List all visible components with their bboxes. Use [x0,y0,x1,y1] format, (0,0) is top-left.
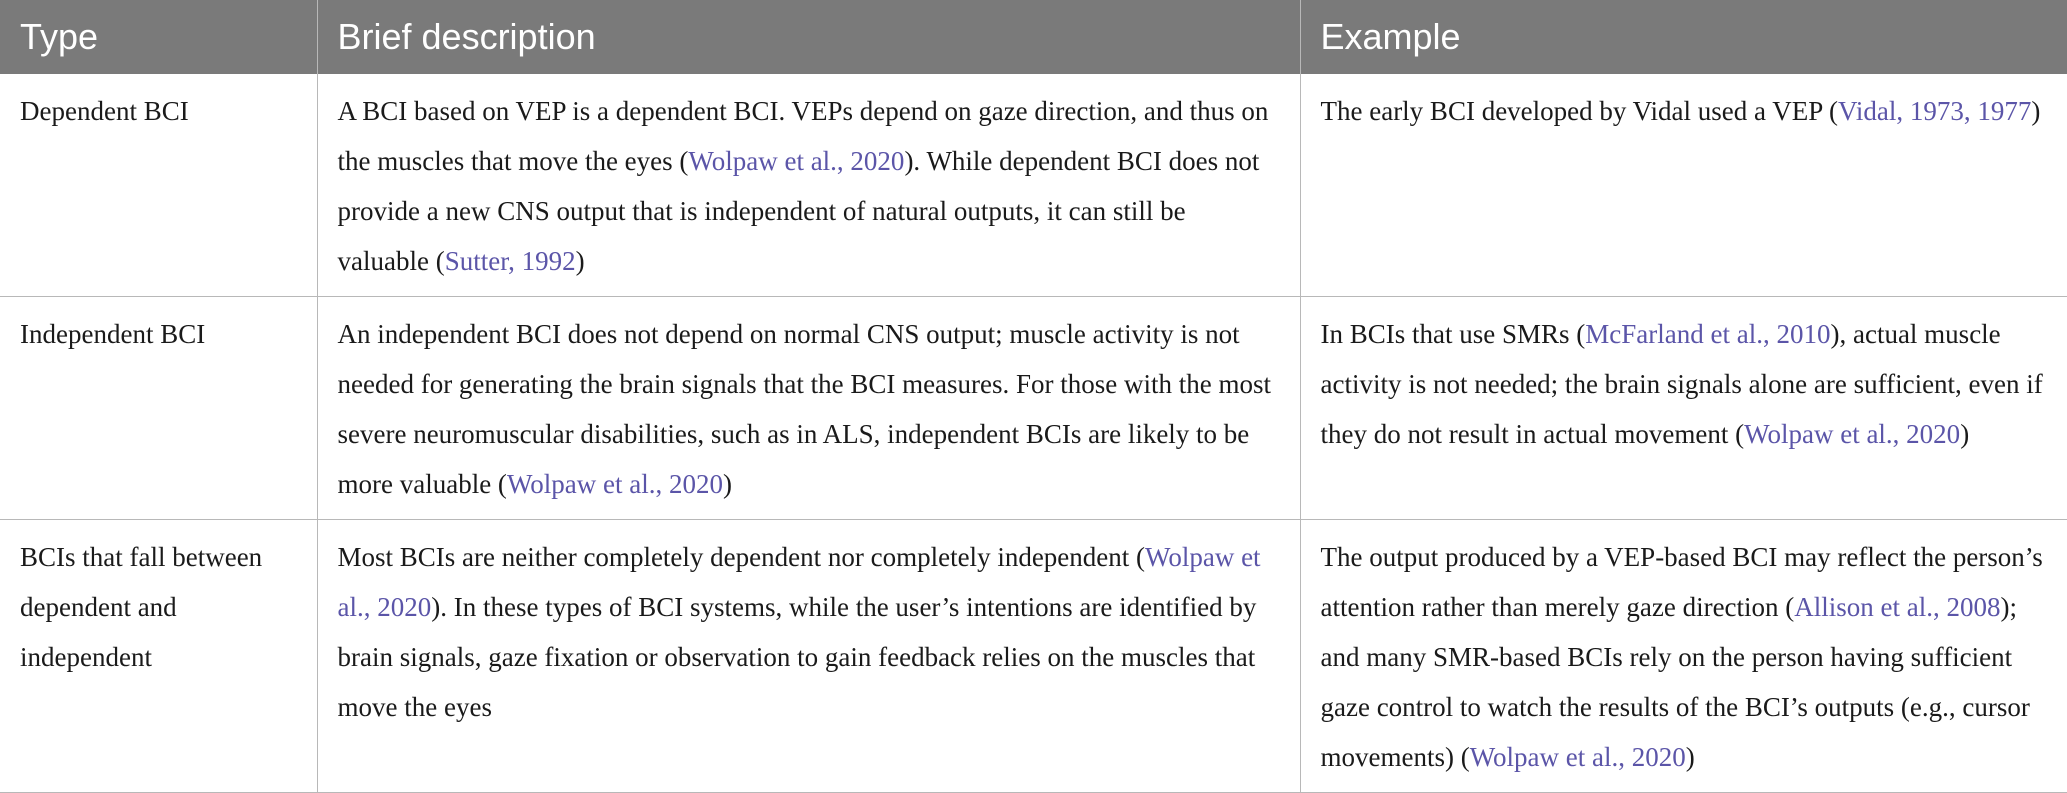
table-row [0,520,2067,793]
cell-text: The early BCI developed by Vidal used a VEP ( [1320,96,1839,126]
cell-text: ) [2031,96,2041,126]
cell-text: ) [1685,742,1695,772]
cell-text: ); and many SMR-based BCIs rely on the person having sufficient gaze control to watch the results of the BCI’s outputs (e.g., cursor movements) ( [1320,592,2030,772]
cell-text: ) [575,246,585,276]
example-cell [1300,520,2067,793]
cell-text: ), actual muscle activity is not needed; the brain signals alone are sufficient, even if they do not result in actual movement ( [1320,319,2043,449]
type-cell: Dependent BCI [0,74,317,297]
cell-text: Most BCIs are neither completely dependent nor completely independent ( [337,542,1146,572]
citation-link[interactable]: Wolpaw et al., 2020 [337,542,1261,622]
example-cell [1300,297,2067,520]
cell-text: ). While dependent BCI does not provide a new CNS output that is independent of natural outputs, it can still be valuable ( [337,146,1260,276]
table-row [0,297,2067,520]
table-header [0,0,2067,74]
citation-link[interactable]: Wolpaw et al., 2020 [688,146,905,176]
citation-link[interactable]: McFarland et al., 2010 [1585,319,1831,349]
citation-link[interactable]: Wolpaw et al., 2020 [1469,742,1686,772]
cell-text: ) [1960,419,1970,449]
citation-link[interactable]: Allison et al., 2008 [1794,592,2001,622]
citation-link[interactable]: Wolpaw et al., 2020 [1744,419,1961,449]
description-cell [317,520,1300,793]
citation-link[interactable]: Vidal, 1973, 1977 [1838,96,2032,126]
cell-text: An independent BCI does not depend on normal CNS output; muscle activity is not needed for generating the brain signals that the BCI measures. For those with the most severe neuromuscular disabilities, such as in ALS, independent BCIs are likely to be more valuable ( [337,319,1272,499]
table-row [0,74,2067,297]
header-brief-description: Brief description [317,0,1300,74]
cell-text: ). In these types of BCI systems, while the user’s intentions are identified by brain signals, gaze fixation or observation to gain feedback relies on the muscles that move the eyes [337,592,1257,722]
cell-text: The output produced by a VEP-based BCI may reflect the person’s attention rather than merely gaze direction ( [1320,542,2043,622]
cell-text: A BCI based on VEP is a dependent BCI. VEPs depend on gaze direction, and thus on the muscles that move the eyes ( [337,96,1269,176]
citation-link[interactable]: Sutter, 1992 [444,246,576,276]
header-type: Type [0,0,317,74]
description-cell [317,74,1300,297]
cell-text: ) [722,469,732,499]
type-cell: BCIs that fall between dependent and independent [0,520,317,793]
table-body [0,74,2067,793]
description-cell [317,297,1300,520]
cell-text: In BCIs that use SMRs ( [1320,319,1586,349]
header-row [0,0,2067,74]
header-example: Example [1300,0,2067,74]
example-cell [1300,74,2067,297]
type-cell: Independent BCI [0,297,317,520]
citation-link[interactable]: Wolpaw et al., 2020 [506,469,723,499]
